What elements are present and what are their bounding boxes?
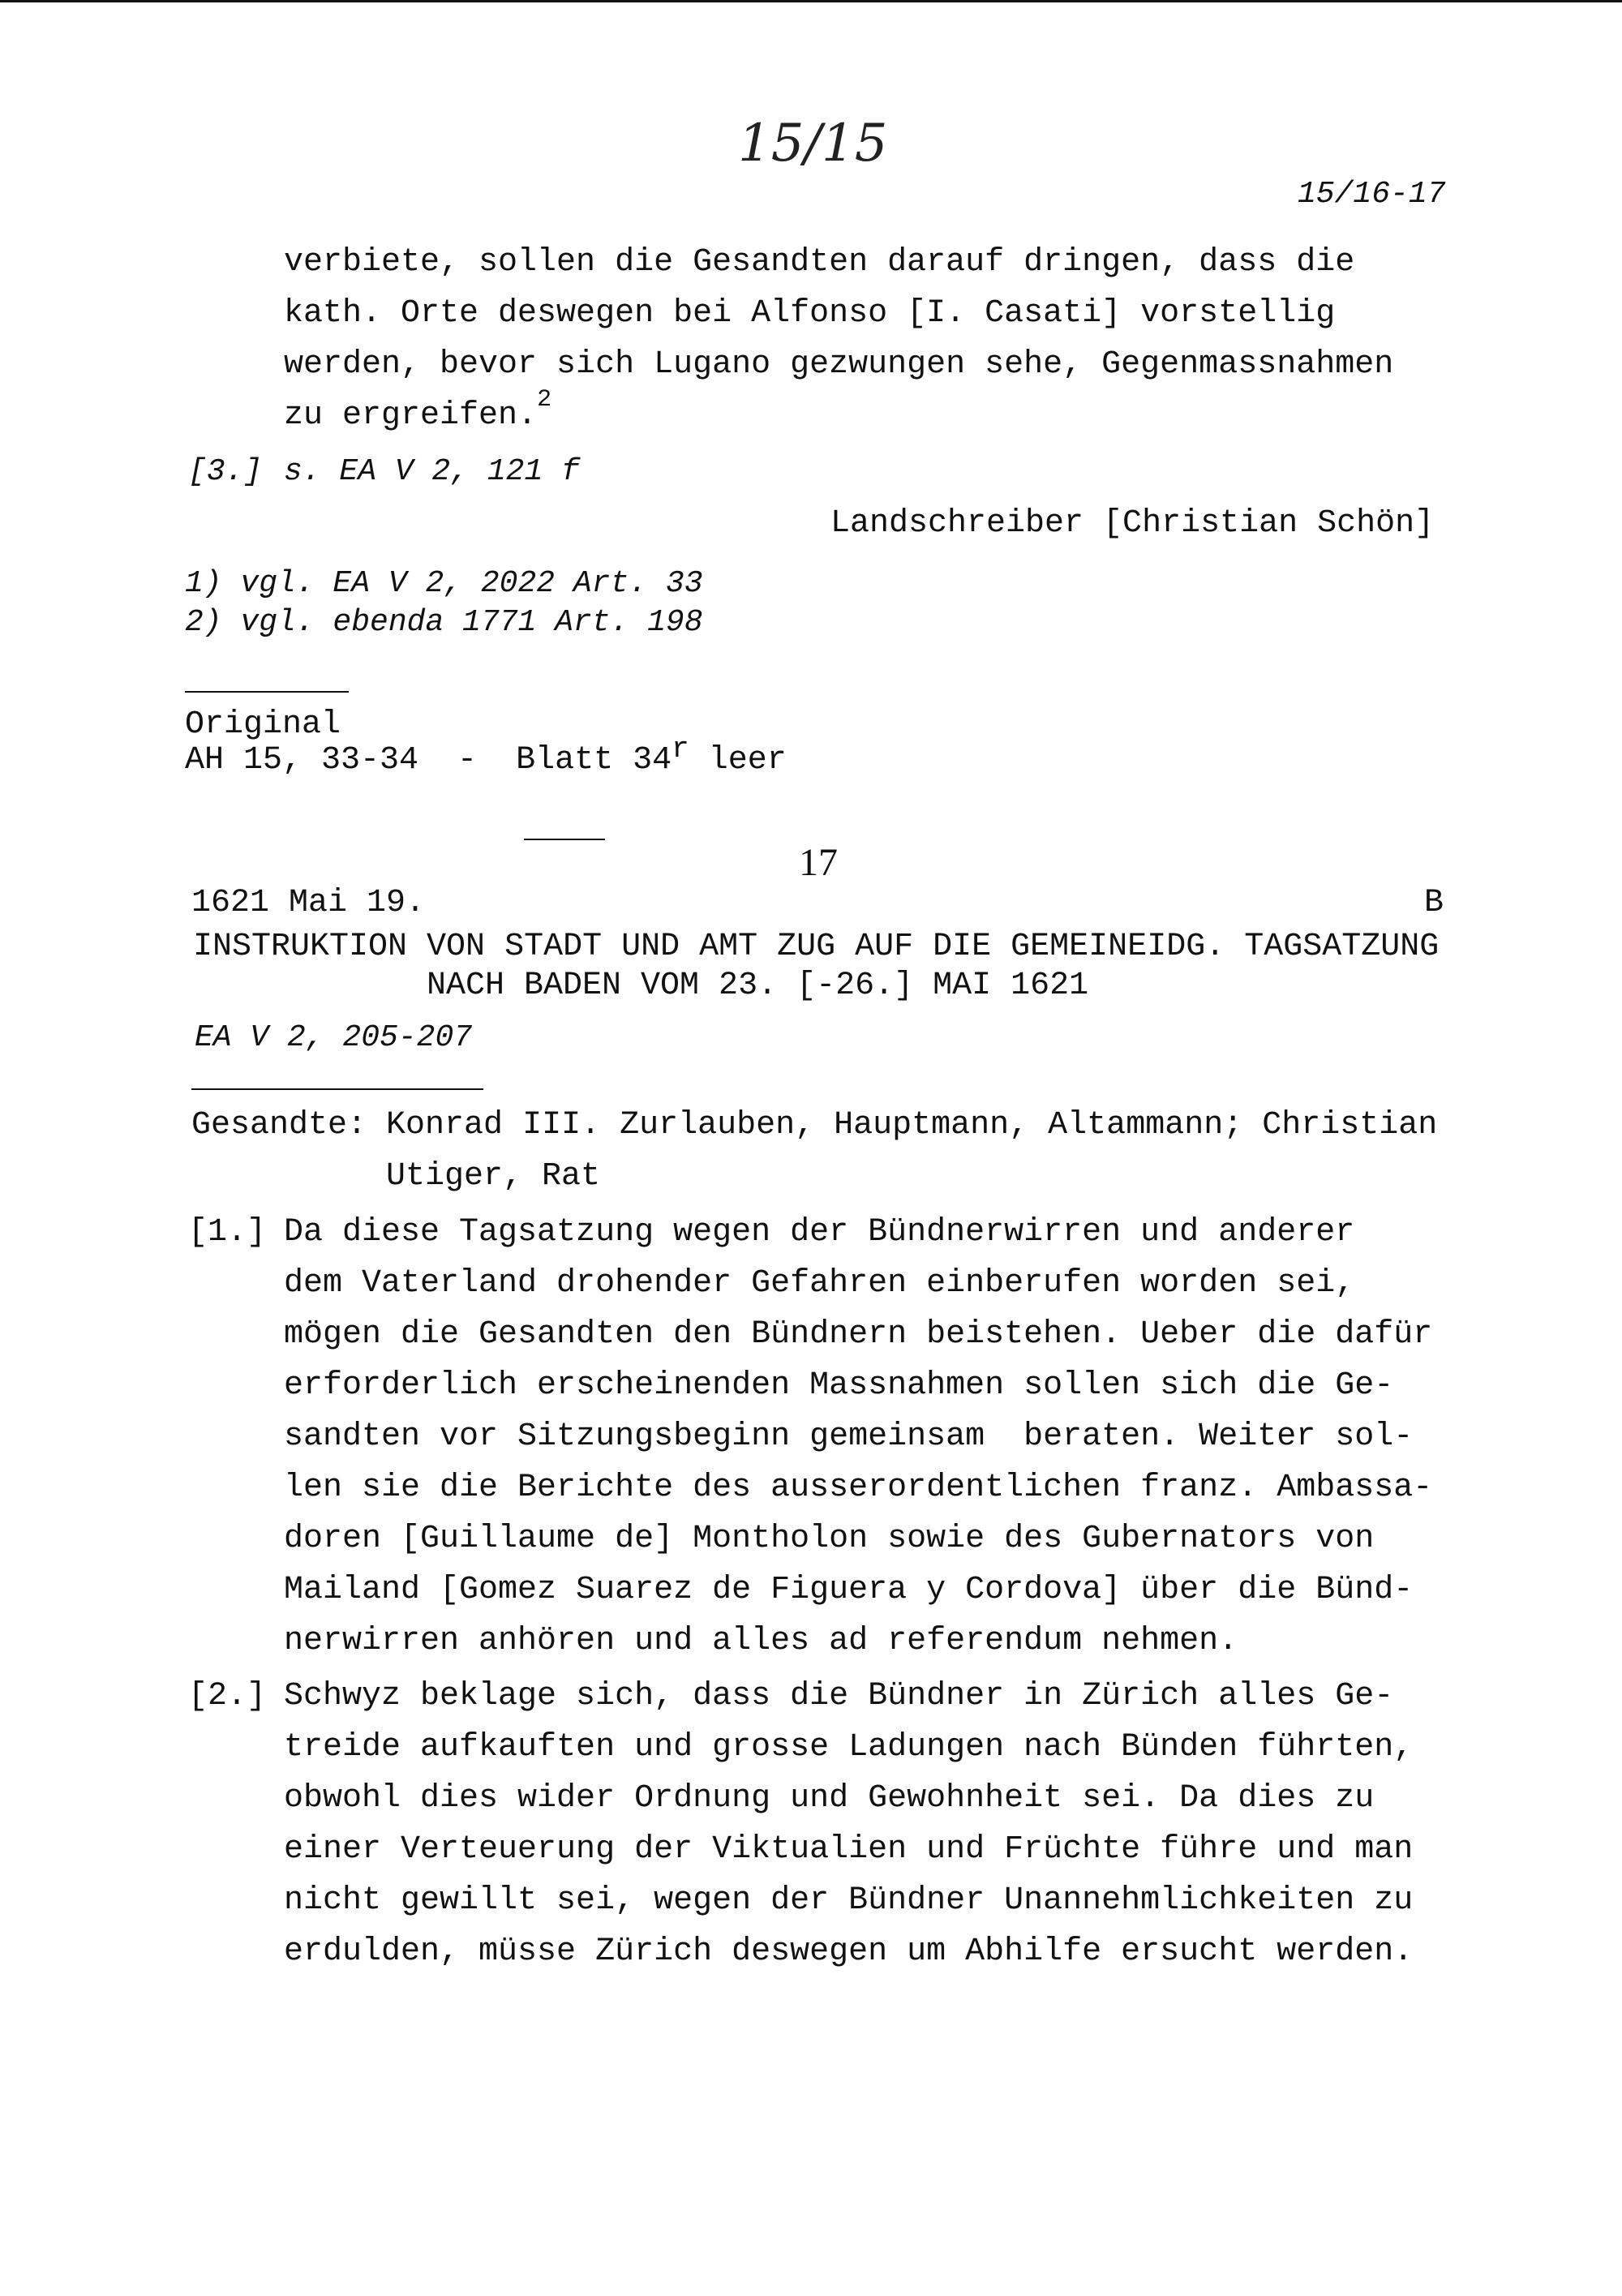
footnote-1: 1) vgl. EA V 2, 2022 Art. 33 — [185, 566, 703, 601]
signature: Landschreiber [Christian Schön] — [830, 505, 1435, 542]
envoys-divider — [191, 1088, 483, 1090]
item-2-line: erdulden, müsse Zürich deswegen um Abhilfe ersucht werden. — [284, 1933, 1414, 1970]
item-1-label: [1.] — [188, 1214, 267, 1251]
item-3-label: [3.] — [188, 454, 263, 489]
page-reference: 15/16-17 — [1298, 177, 1446, 212]
item-1-line: mögen die Gesandten den Bündnern beistehen. Ueber die dafür — [284, 1316, 1433, 1353]
document-marker: B — [1424, 885, 1444, 921]
continuation-line-1: verbiete, sollen die Gesandten darauf dringen, dass die — [284, 244, 1355, 281]
item-2-line: obwohl dies wider Ordnung und Gewohnheit sei. Da dies zu — [284, 1780, 1375, 1817]
item-1-line: dem Vaterland drohender Gefahren einberufen worden sei, — [284, 1265, 1355, 1302]
item-1-line: Da diese Tagsatzung wegen der Bündnerwirren und anderer — [284, 1214, 1355, 1251]
source-reference — [185, 732, 787, 780]
item-1-line: erforderlich erscheinenden Massnahmen sollen sich die Ge- — [284, 1367, 1394, 1404]
footnote-mark: 2 — [537, 386, 552, 414]
footnote-2: 2) vgl. ebenda 1771 Art. 198 — [185, 605, 703, 640]
document-date: 1621 Mai 19. — [191, 885, 426, 921]
item-1-line: len sie die Berichte des ausserordentlichen franz. Ambassa- — [284, 1470, 1433, 1506]
scan-edge-top — [0, 0, 1622, 2]
document-title-line-1: INSTRUKTION VON STADT UND AMT ZUG AUF DIE GEMEINEIDG. TAGSATZUNG — [193, 929, 1440, 965]
continuation-line-2: kath. Orte deswegen bei Alfonso [I. Casati] vorstellig — [284, 295, 1336, 332]
item-2-line: einer Verteuerung der Viktualien und Früchte führe und man — [284, 1831, 1414, 1868]
source-reference-tail: leer — [689, 742, 787, 779]
document-title-line-2: NACH BADEN VOM 23. [-26.] MAI 1621 — [427, 968, 1089, 1004]
source-divider — [185, 691, 349, 693]
item-1-line: sandten vor Sitzungsbeginn gemeinsam beraten. Weiter sol- — [284, 1418, 1414, 1455]
envoys-line-1: Gesandte: Konrad III. Zurlauben, Hauptmann, Altammann; Christian — [191, 1107, 1438, 1144]
item-2-label: [2.] — [188, 1678, 267, 1714]
item-2-line: nicht gewillt sei, wegen der Bündner Unannehmlichkeiten zu — [284, 1882, 1414, 1919]
item-1-line: nerwirren anhören und alles ad referendum nehmen. — [284, 1623, 1238, 1659]
item-3-text: s. EA V 2, 121 f — [284, 454, 580, 489]
item-1-line: Mailand [Gomez Suarez de Figuera y Cordova] über die Bünd- — [284, 1572, 1414, 1608]
edition-reference: EA V 2, 205-207 — [195, 1020, 473, 1055]
source-folio-sup: r — [672, 732, 689, 766]
source-type: Original — [185, 706, 341, 743]
document-number: 17 — [799, 841, 838, 884]
item-2-line: treide aufkauften und grosse Ladungen nach Bünden führten, — [284, 1729, 1414, 1766]
envoys-line-2: Utiger, Rat — [386, 1158, 601, 1195]
continuation-line-3: werden, bevor sich Lugano gezwungen sehe, Gegenmassnahmen — [284, 346, 1394, 383]
item-1-line: doren [Guillaume de] Montholon sowie des Gubernators von — [284, 1521, 1375, 1557]
continuation-line-4 — [284, 386, 552, 444]
item-2-line: Schwyz beklage sich, dass die Bündner in Zürich alles Ge- — [284, 1678, 1394, 1714]
source-reference-text: AH 15, 33-34 - Blatt 34 — [185, 742, 672, 779]
handwritten-archive-mark: 15/15 — [738, 114, 888, 174]
section-separator — [524, 839, 605, 840]
continuation-line-4-text: zu ergreifen. — [284, 397, 538, 434]
